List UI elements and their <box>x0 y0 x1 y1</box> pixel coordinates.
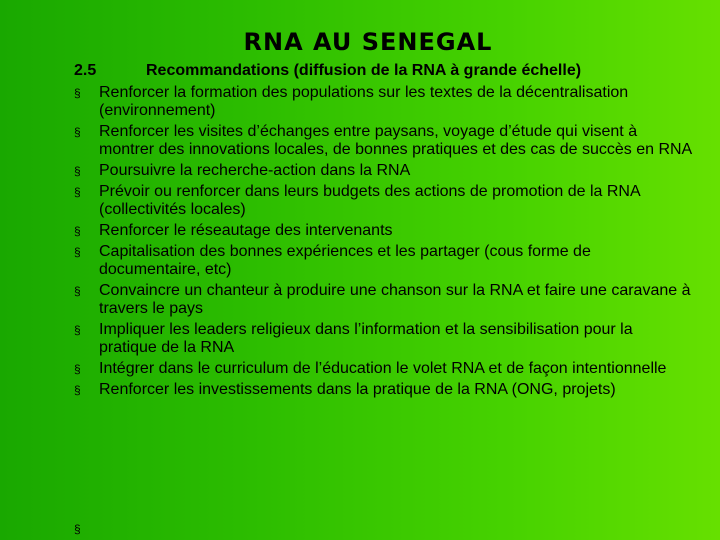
list-item <box>74 360 694 378</box>
bullet-icon: § <box>74 362 81 376</box>
empty-bullet-icon: § <box>74 522 81 536</box>
list-item-text: Convaincre un chanteur à produire une chanson sur la RNA et faire une caravane à travers le pays <box>99 282 691 317</box>
list-item <box>74 381 694 399</box>
list-item-text: Capitalisation des bonnes expériences et les partager (cous forme de documentaire, etc) <box>99 243 591 278</box>
list-item-text: Renforcer les visites d’échanges entre paysans, voyage d’étude qui visent à montrer des innovations locales, de bonnes pratiques et des cas de succès en RNA <box>99 123 693 158</box>
list-item-text: Prévoir ou renforcer dans leurs budgets des actions de promotion de la RNA (collectivités locales) <box>99 183 640 218</box>
bullet-icon: § <box>74 224 81 238</box>
bullet-icon: § <box>74 86 81 100</box>
list-item <box>74 321 694 357</box>
list-item-text: Impliquer les leaders religieux dans l’information et la sensibilisation pour la pratique de la RNA <box>99 321 633 356</box>
list-item-text: Intégrer dans le curriculum de l’éducation le volet RNA et de façon intentionnelle <box>99 360 667 377</box>
list-item <box>74 183 694 219</box>
list-item <box>74 123 694 159</box>
list-item-text: Renforcer le réseautage des intervenants <box>99 222 393 239</box>
section-heading <box>74 62 694 80</box>
list-item <box>74 282 694 318</box>
bullet-icon: § <box>74 323 81 337</box>
section-number: 2.5 <box>74 62 97 79</box>
list-item-text: Renforcer la formation des populations sur les textes de la décentralisation (environnement) <box>99 84 629 119</box>
bullet-icon: § <box>74 383 81 397</box>
list-item <box>74 84 694 120</box>
section-heading-text: Recommandations (diffusion de la RNA à grande échelle) <box>146 62 582 79</box>
list-item <box>74 243 694 279</box>
list-item <box>74 222 694 240</box>
bullet-icon: § <box>74 245 81 259</box>
slide-content <box>74 62 694 402</box>
bullet-icon: § <box>74 284 81 298</box>
bullet-icon: § <box>74 185 81 199</box>
recommendation-list <box>74 84 694 399</box>
list-item-text: Poursuivre la recherche-action dans la RNA <box>99 162 411 179</box>
list-item <box>74 162 694 180</box>
list-item-text: Renforcer les investissements dans la pratique de la RNA (ONG, projets) <box>99 381 616 398</box>
bullet-icon: § <box>74 164 81 178</box>
bullet-icon: § <box>74 125 81 139</box>
slide-title: RNA AU SENEGAL <box>243 28 493 56</box>
